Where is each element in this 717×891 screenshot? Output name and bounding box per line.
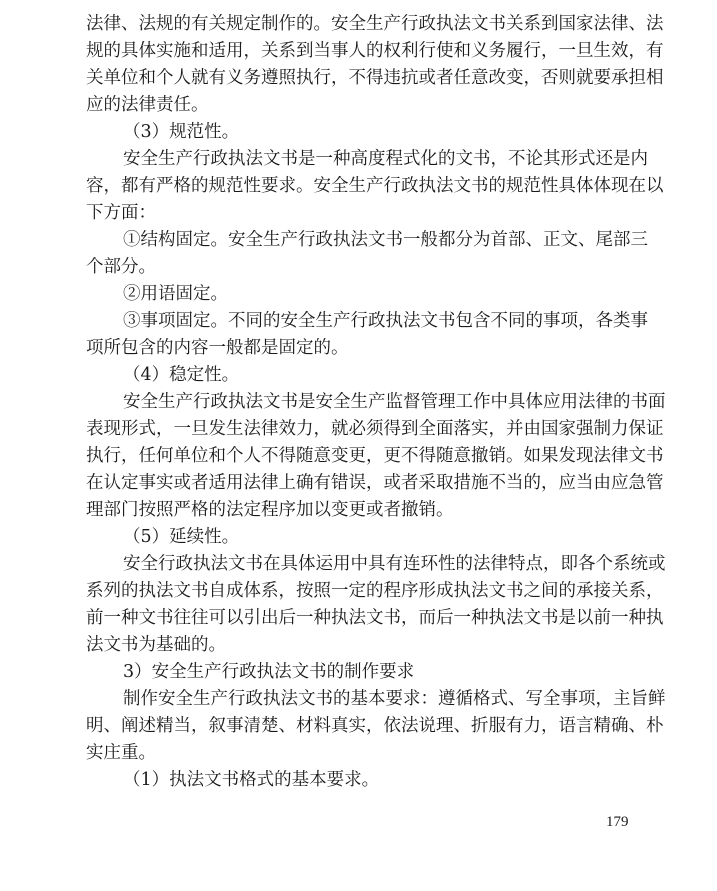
text-line: 应的法律责任。 [86,95,209,115]
section-heading: （4）稳定性。 [123,365,240,385]
text-line: 法律、法规的有关规定制作的。安全生产行政执法文书关系到国家法律、法 [86,14,664,34]
section-heading: （5）延续性。 [123,527,240,547]
text-line: 前一种文书往往可以引出后一种执法文书，而后一种执法文书是以前一种执 [86,608,664,628]
text-line: 系列的执法文书自成体系，按照一定的程序形成执法文书之间的承接关系， [86,581,664,601]
text-line: 法文书为基础的。 [86,635,226,655]
text-line: 明、阐述精当，叙事清楚、材料真实，依法说理、折服有力，语言精确、朴 [86,716,664,736]
text-line: 制作安全生产行政执法文书的基本要求：遵循格式、写全事项，主旨鲜 [123,689,666,709]
section-heading: （3）规范性。 [123,122,240,142]
document-page [86,11,666,794]
text-line: 执行，任何单位和个人不得随意变更，更不得随意撤销。如果发现法律文书 [86,446,664,466]
text-line: 下方面： [86,203,156,223]
section-heading: 3）安全生产行政执法文书的制作要求 [123,662,415,682]
text-line: 容，都有严格的规范性要求。安全生产行政执法文书的规范性具体体现在以 [86,176,664,196]
text-line: 理部门按照严格的法定程序加以变更或者撤销。 [86,500,454,520]
text-line: 关单位和个人就有义务遵照执行，不得违抗或者任意改变，否则就要承担相 [86,68,664,88]
page-number: 179 [606,814,629,830]
text-line: ①结构固定。安全生产行政执法文书一般都分为首部、正文、尾部三 [123,230,648,250]
text-line: 实庄重。 [86,743,156,763]
text-line: 安全生产行政执法文书是一种高度程式化的文书，不论其形式还是内 [123,149,648,169]
section-heading: （1）执法文书格式的基本要求。 [123,770,380,790]
text-line: 安全行政执法文书在具体运用中具有连环性的法律特点，即各个系统或 [123,554,666,574]
text-line: 规的具体实施和适用，关系到当事人的权利行使和义务履行，一旦生效，有 [86,41,664,61]
text-line: ③事项固定。不同的安全生产行政执法文书包含不同的事项，各类事 [123,311,648,331]
text-line: 表现形式，一旦发生法律效力，就必须得到全面落实，并由国家强制力保证 [86,419,664,439]
text-line: 在认定事实或者适用法律上确有错误，或者采取措施不当的，应当由应急管 [86,473,664,493]
text-line: 个部分。 [86,257,156,277]
text-line: 项所包含的内容一般都是固定的。 [86,338,349,358]
text-line: ②用语固定。 [123,284,228,304]
text-line: 安全生产行政执法文书是安全生产监督管理工作中具体应用法律的书面 [123,392,666,412]
